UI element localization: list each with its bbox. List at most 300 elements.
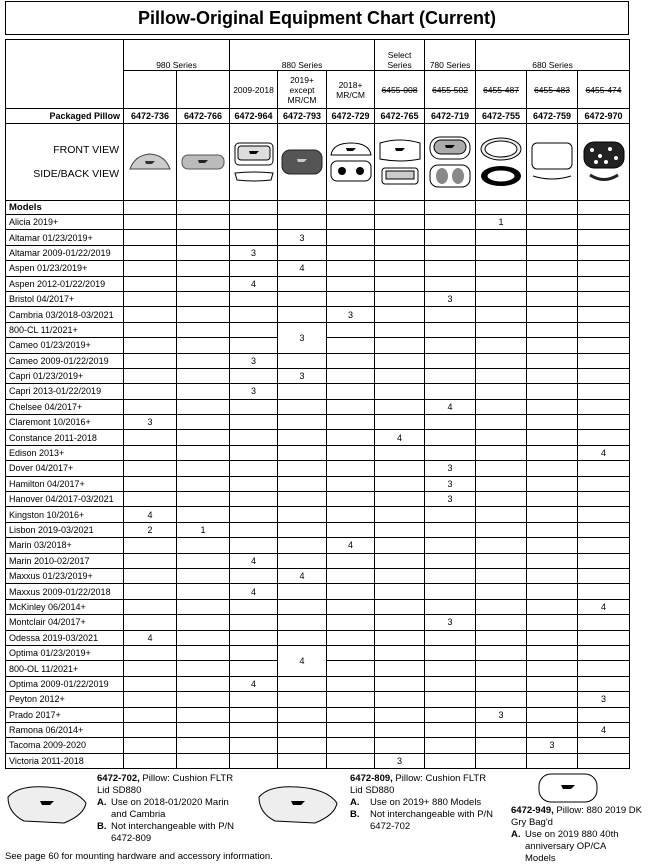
- model-name: Capri 2013-01/22/2019: [6, 384, 124, 399]
- footnote-949: 6472-949, Pillow: 880 2019 DK Gry Bag'd A. Use on 2019 880 40th anniversary OP/CA Models: [511, 805, 642, 864]
- usage-qty: 3: [425, 615, 476, 630]
- usage-qty: [177, 261, 230, 276]
- model-name: Chelsee 04/2017+: [6, 399, 124, 414]
- usage-qty: [177, 492, 230, 507]
- usage-qty: [278, 692, 327, 707]
- model-name: McKinley 06/2014+: [6, 599, 124, 614]
- usage-qty: [124, 476, 177, 491]
- pillow-image-766: [177, 124, 230, 201]
- usage-qty: 1: [177, 522, 230, 537]
- usage-qty: [578, 276, 630, 291]
- usage-qty: [425, 676, 476, 691]
- model-row: [6, 445, 630, 460]
- usage-qty: [230, 630, 278, 645]
- model-name: Montclair 04/2017+: [6, 615, 124, 630]
- usage-qty: [578, 707, 630, 722]
- sub-2019-except: 2019+ except MR/CM: [278, 71, 327, 109]
- usage-qty: [124, 322, 177, 337]
- usage-qty: 4: [278, 261, 327, 276]
- usage-qty: [476, 738, 527, 753]
- usage-qty: [476, 507, 527, 522]
- series-select: Select Series: [375, 40, 425, 71]
- usage-qty: [476, 338, 527, 353]
- usage-qty: [278, 707, 327, 722]
- usage-qty: [375, 630, 425, 645]
- footnote-809: 6472-809, Pillow: Cushion FLTR Lid SD880 A. Use on 2019+ 880 Models B. Not interchangeable with P/N 6472-702: [350, 773, 494, 832]
- usage-qty: [375, 215, 425, 230]
- usage-qty: [177, 476, 230, 491]
- model-name: Aspen 01/23/2019+: [6, 261, 124, 276]
- usage-qty: [527, 276, 578, 291]
- usage-qty: [578, 553, 630, 568]
- usage-qty: [327, 738, 375, 753]
- model-name: Lisbon 2019-03/2021: [6, 522, 124, 537]
- usage-qty: 4: [230, 553, 278, 568]
- model-row: [6, 215, 630, 230]
- usage-qty: [375, 261, 425, 276]
- usage-qty: [527, 538, 578, 553]
- usage-qty: [527, 676, 578, 691]
- usage-qty: [425, 230, 476, 245]
- usage-qty: [578, 507, 630, 522]
- usage-qty: [375, 507, 425, 522]
- usage-qty: 3: [578, 692, 630, 707]
- usage-qty: [124, 492, 177, 507]
- usage-qty: [425, 584, 476, 599]
- sub-2018-mrcm: 2018+ MR/CM: [327, 71, 375, 109]
- usage-qty: [177, 538, 230, 553]
- usage-qty: [278, 399, 327, 414]
- usage-qty: [578, 676, 630, 691]
- usage-qty: [578, 738, 630, 753]
- model-row: [6, 568, 630, 583]
- usage-qty: [124, 692, 177, 707]
- series-680: 680 Series: [476, 40, 630, 71]
- usage-qty: [425, 753, 476, 768]
- usage-qty: 4: [327, 538, 375, 553]
- usage-qty: [230, 568, 278, 583]
- usage-qty: [124, 230, 177, 245]
- usage-qty: [476, 630, 527, 645]
- usage-qty: 2: [124, 522, 177, 537]
- usage-qty: [177, 692, 230, 707]
- usage-qty: [476, 307, 527, 322]
- usage-qty: [375, 384, 425, 399]
- usage-qty: [425, 692, 476, 707]
- usage-qty: 4: [230, 584, 278, 599]
- footnote-702: 6472-702, Pillow: Cushion FLTR Lid SD880 A. Use on 2018-01/2020 Marin and Cambria B. Not interchangeable with P/N 6472-809: [97, 773, 235, 844]
- usage-qty: [527, 522, 578, 537]
- model-name: Hanover 04/2017-03/2021: [6, 492, 124, 507]
- usage-qty: [124, 676, 177, 691]
- usage-qty: [278, 291, 327, 306]
- model-name: 800-CL 11/2021+: [6, 322, 124, 337]
- usage-qty: [578, 753, 630, 768]
- model-row: [6, 615, 630, 630]
- pillow-702-image: [4, 781, 90, 827]
- usage-qty: [476, 476, 527, 491]
- usage-qty: [278, 553, 327, 568]
- usage-qty: [230, 692, 278, 707]
- series-780: 780 Series: [425, 40, 476, 71]
- usage-qty: [375, 722, 425, 737]
- pillow-image-765: [375, 124, 425, 201]
- usage-qty: [278, 307, 327, 322]
- usage-qty: [230, 645, 278, 660]
- usage-qty: [230, 430, 278, 445]
- usage-qty: [527, 461, 578, 476]
- usage-qty: 4: [124, 630, 177, 645]
- usage-qty: [327, 261, 375, 276]
- model-name: Marin 2010-02/2017: [6, 553, 124, 568]
- usage-qty: [327, 507, 375, 522]
- usage-qty: [425, 245, 476, 260]
- usage-qty: [375, 322, 425, 337]
- usage-qty: [527, 722, 578, 737]
- usage-qty: [578, 615, 630, 630]
- model-name: Marin 03/2018+: [6, 538, 124, 553]
- usage-qty: [375, 522, 425, 537]
- usage-qty: [230, 707, 278, 722]
- model-row: [6, 645, 630, 660]
- model-name: Cambria 03/2018-03/2021: [6, 307, 124, 322]
- usage-qty: [578, 661, 630, 676]
- model-row: [6, 245, 630, 260]
- model-row: [6, 415, 630, 430]
- model-name: Edison 2013+: [6, 445, 124, 460]
- usage-qty: [476, 245, 527, 260]
- usage-qty: [124, 753, 177, 768]
- pillow-image-736: [124, 124, 177, 201]
- usage-qty: [578, 307, 630, 322]
- usage-qty: [230, 722, 278, 737]
- model-name: Peyton 2012+: [6, 692, 124, 707]
- usage-qty: [527, 645, 578, 660]
- usage-qty: [278, 753, 327, 768]
- part-number: 6472-736: [124, 109, 177, 124]
- usage-qty: [327, 522, 375, 537]
- usage-qty: [124, 215, 177, 230]
- model-name: Prado 2017+: [6, 707, 124, 722]
- usage-qty: [327, 692, 375, 707]
- usage-qty: [476, 230, 527, 245]
- usage-qty: [177, 245, 230, 260]
- usage-qty: [476, 415, 527, 430]
- model-name: Altamar 2009-01/22/2019: [6, 245, 124, 260]
- mounting-note: See page 60 for mounting hardware and accessory information.: [5, 851, 273, 862]
- usage-qty: [124, 538, 177, 553]
- model-row: [6, 553, 630, 568]
- usage-qty: [230, 368, 278, 383]
- usage-qty: [476, 753, 527, 768]
- packaged-pillow-label: Packaged Pillow: [6, 109, 124, 124]
- model-row: [6, 753, 630, 768]
- usage-qty: 3: [278, 230, 327, 245]
- model-row: [6, 353, 630, 368]
- usage-qty: [375, 553, 425, 568]
- usage-qty: 4: [230, 276, 278, 291]
- usage-qty: [527, 445, 578, 460]
- usage-qty: [527, 322, 578, 337]
- usage-qty: [375, 399, 425, 414]
- usage-qty: 3: [230, 353, 278, 368]
- model-name: Altamar 01/23/2019+: [6, 230, 124, 245]
- usage-qty: [476, 461, 527, 476]
- usage-qty: [476, 676, 527, 691]
- usage-qty: [375, 584, 425, 599]
- usage-qty: [527, 230, 578, 245]
- part-number: 6472-970: [578, 109, 630, 124]
- usage-qty: [124, 261, 177, 276]
- usage-qty: [425, 415, 476, 430]
- usage-qty: [578, 492, 630, 507]
- usage-qty: [327, 599, 375, 614]
- usage-qty: [230, 338, 278, 353]
- usage-qty: [327, 338, 375, 353]
- usage-qty: [375, 230, 425, 245]
- usage-qty: [375, 307, 425, 322]
- usage-qty: [527, 661, 578, 676]
- usage-qty: [177, 568, 230, 583]
- model-row: [6, 430, 630, 445]
- usage-qty: [124, 599, 177, 614]
- usage-qty: [177, 384, 230, 399]
- usage-qty: [230, 445, 278, 460]
- usage-qty: [375, 445, 425, 460]
- part-number: 6472-765: [375, 109, 425, 124]
- usage-qty: [327, 584, 375, 599]
- usage-qty: [476, 568, 527, 583]
- usage-qty: 3: [230, 384, 278, 399]
- usage-qty: [124, 245, 177, 260]
- usage-qty: [327, 430, 375, 445]
- usage-qty: [230, 399, 278, 414]
- usage-qty: [278, 615, 327, 630]
- model-name: Capri 01/23/2019+: [6, 368, 124, 383]
- usage-qty: [124, 445, 177, 460]
- usage-qty: 3: [230, 245, 278, 260]
- usage-qty: [177, 353, 230, 368]
- usage-qty: [578, 261, 630, 276]
- usage-qty: [425, 338, 476, 353]
- usage-qty: [124, 307, 177, 322]
- equipment-chart: [5, 39, 630, 769]
- usage-qty: [177, 753, 230, 768]
- usage-qty: [177, 507, 230, 522]
- usage-qty: [124, 661, 177, 676]
- usage-qty: [375, 645, 425, 660]
- usage-qty: [527, 338, 578, 353]
- usage-qty: [425, 738, 476, 753]
- usage-qty: [476, 522, 527, 537]
- usage-qty: [578, 291, 630, 306]
- part-number: 6472-729: [327, 109, 375, 124]
- usage-qty: [425, 553, 476, 568]
- usage-qty: [527, 553, 578, 568]
- usage-qty: 4: [578, 722, 630, 737]
- usage-qty: [527, 399, 578, 414]
- pillow-image-729: [327, 124, 375, 201]
- model-name: Tacoma 2009-2020: [6, 738, 124, 753]
- sub-2009-2018: 2009-2018: [230, 71, 278, 109]
- usage-qty: [375, 615, 425, 630]
- usage-qty: [425, 307, 476, 322]
- usage-qty: 3: [375, 753, 425, 768]
- usage-qty: [425, 645, 476, 660]
- usage-qty: [177, 322, 230, 337]
- sub-6455-008: 6455-008: [375, 71, 425, 109]
- model-row: [6, 476, 630, 491]
- usage-qty: [327, 368, 375, 383]
- usage-qty: [578, 430, 630, 445]
- usage-qty: [527, 507, 578, 522]
- usage-qty: [375, 338, 425, 353]
- pillow-image-755: [476, 124, 527, 201]
- usage-qty: [230, 307, 278, 322]
- usage-qty: [527, 492, 578, 507]
- usage-qty: [278, 276, 327, 291]
- series-980: 980 Series: [124, 40, 230, 71]
- pillow-949-image: [536, 771, 600, 805]
- usage-qty: [425, 368, 476, 383]
- usage-qty: [425, 353, 476, 368]
- usage-qty: [527, 307, 578, 322]
- usage-qty: [327, 445, 375, 460]
- usage-qty: 4: [375, 430, 425, 445]
- usage-qty: [278, 415, 327, 430]
- usage-qty: [230, 415, 278, 430]
- usage-qty: [578, 368, 630, 383]
- usage-qty: [327, 291, 375, 306]
- usage-qty: [124, 291, 177, 306]
- footnotes: [0, 769, 651, 864]
- usage-qty: [124, 738, 177, 753]
- usage-qty: [375, 661, 425, 676]
- usage-qty: [425, 276, 476, 291]
- usage-qty: [327, 676, 375, 691]
- usage-qty: [527, 584, 578, 599]
- model-name: Hamilton 04/2017+: [6, 476, 124, 491]
- usage-qty: [124, 338, 177, 353]
- usage-qty: [476, 599, 527, 614]
- usage-qty: [375, 707, 425, 722]
- usage-qty: 3: [425, 492, 476, 507]
- usage-qty: [278, 215, 327, 230]
- models-header-row: [6, 201, 630, 215]
- usage-qty: [527, 291, 578, 306]
- packaged-pillow-row: [6, 109, 630, 124]
- usage-qty: [278, 384, 327, 399]
- model-row: [6, 584, 630, 599]
- usage-qty: 3: [124, 415, 177, 430]
- usage-qty: [425, 322, 476, 337]
- usage-qty: [476, 322, 527, 337]
- usage-qty: [124, 722, 177, 737]
- usage-qty: [124, 353, 177, 368]
- usage-qty: [177, 553, 230, 568]
- usage-qty: [327, 753, 375, 768]
- pillow-image-964: [230, 124, 278, 201]
- usage-qty: [578, 461, 630, 476]
- usage-qty: [425, 445, 476, 460]
- pillow-image-970: [578, 124, 630, 201]
- usage-qty: [476, 661, 527, 676]
- usage-qty: [425, 568, 476, 583]
- usage-qty: 4: [425, 399, 476, 414]
- usage-qty: [327, 661, 375, 676]
- usage-qty: [527, 615, 578, 630]
- model-row: [6, 307, 630, 322]
- usage-qty: [177, 215, 230, 230]
- usage-qty: 3: [527, 738, 578, 753]
- usage-qty: [278, 476, 327, 491]
- model-row: [6, 230, 630, 245]
- usage-qty: [425, 430, 476, 445]
- pillow-image-719: [425, 124, 476, 201]
- usage-qty: [124, 368, 177, 383]
- usage-qty: [278, 738, 327, 753]
- usage-qty: [375, 538, 425, 553]
- usage-qty: [177, 615, 230, 630]
- part-number: 6472-766: [177, 109, 230, 124]
- usage-qty: [177, 645, 230, 660]
- usage-qty: [476, 384, 527, 399]
- usage-qty: 3: [425, 461, 476, 476]
- views-row: [6, 124, 630, 201]
- usage-qty: [375, 676, 425, 691]
- series-header-row: [6, 40, 630, 71]
- usage-qty: [527, 245, 578, 260]
- usage-qty: [327, 353, 375, 368]
- usage-qty: [375, 291, 425, 306]
- usage-qty: [476, 722, 527, 737]
- model-row: [6, 630, 630, 645]
- usage-qty: [476, 276, 527, 291]
- usage-qty: [527, 215, 578, 230]
- usage-qty: [375, 738, 425, 753]
- usage-qty: [177, 599, 230, 614]
- usage-qty: [278, 676, 327, 691]
- model-name: Alicia 2019+: [6, 215, 124, 230]
- usage-qty: 3: [476, 707, 527, 722]
- pillow-image-759: [527, 124, 578, 201]
- usage-qty: [578, 584, 630, 599]
- front-view-label: FRONT VIEW: [53, 144, 119, 156]
- usage-qty: [425, 522, 476, 537]
- usage-qty: [124, 645, 177, 660]
- usage-qty: [425, 538, 476, 553]
- usage-qty: [527, 353, 578, 368]
- usage-qty: [375, 276, 425, 291]
- model-name: Optima 2009-01/22/2019: [6, 676, 124, 691]
- model-row: [6, 722, 630, 737]
- usage-qty: [327, 276, 375, 291]
- sub-6455-483: 6455-483: [527, 71, 578, 109]
- usage-qty: [177, 415, 230, 430]
- model-name: Odessa 2019-03/2021: [6, 630, 124, 645]
- model-row: [6, 492, 630, 507]
- usage-qty: [177, 368, 230, 383]
- usage-qty: [230, 599, 278, 614]
- usage-qty: [375, 461, 425, 476]
- model-row: [6, 261, 630, 276]
- model-name: Constance 2011-2018: [6, 430, 124, 445]
- usage-qty: [476, 399, 527, 414]
- model-row: [6, 384, 630, 399]
- usage-qty: [578, 476, 630, 491]
- usage-qty: [425, 661, 476, 676]
- usage-qty: 1: [476, 215, 527, 230]
